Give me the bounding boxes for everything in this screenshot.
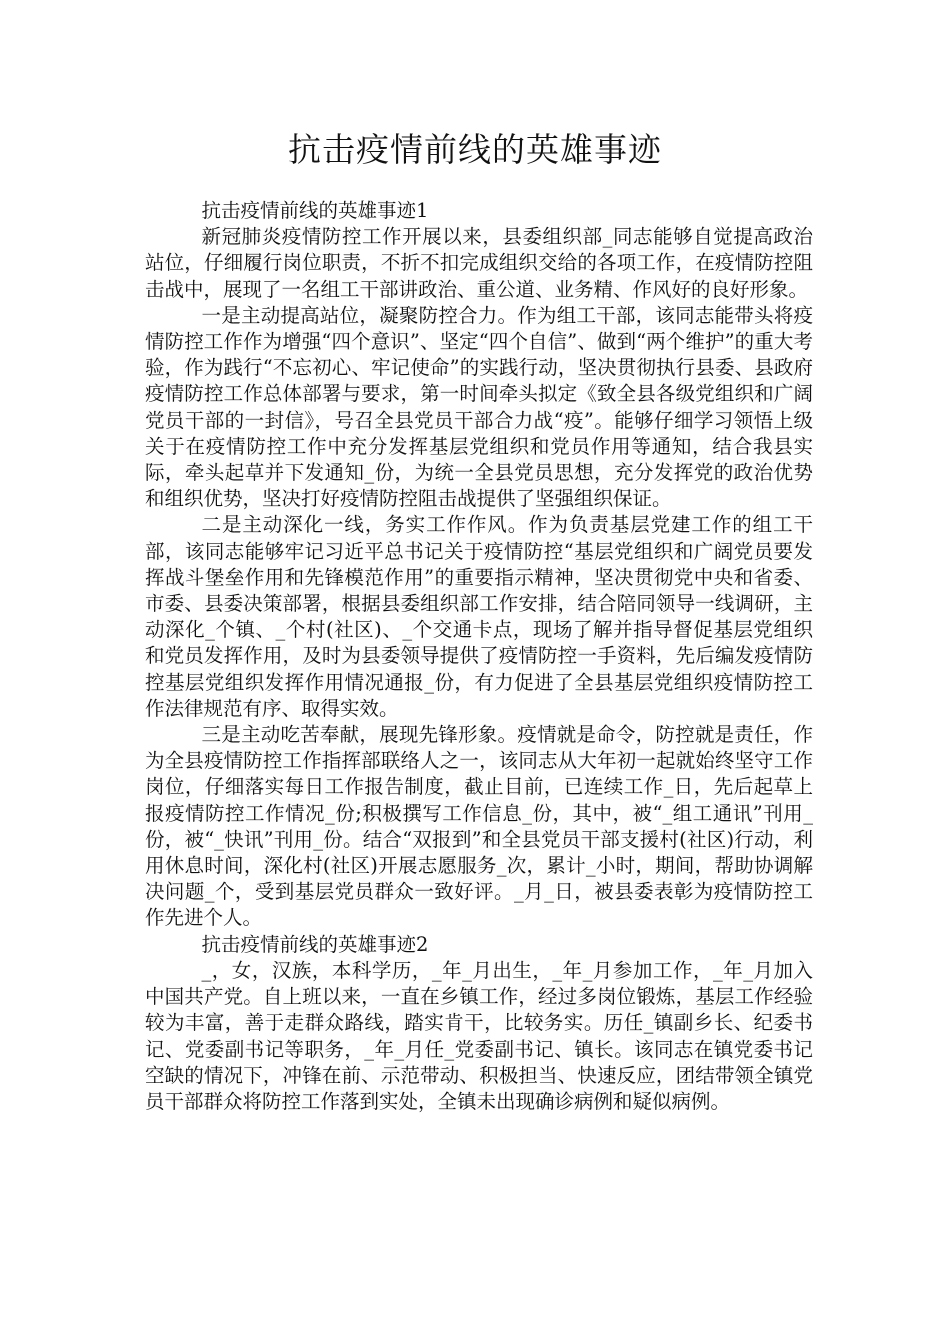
document-body	[145, 198, 813, 1115]
intro-paragraph: 新冠肺炎疫情防控工作开展以来，县委组织部_同志能够自觉提高政治站位，仔细履行岗位职责，不折不扣完成组织交给的各项工作，在疫情防控阻击战中，展现了一名组工干部讲政治、重公道、业务精、作风好的良好形象。	[145, 225, 813, 301]
paragraph-point-two: 二是主动深化一线，务实工作作风。作为负责基层党建工作的组工干部，该同志能够牢记习近平总书记关于疫情防控“基层党组织和广阔党员要发挥战斗堡垒作用和先锋模范作用”的重要指示精神，坚决贯彻党中央和省委、市委、县委决策部署，根据县委组织部工作安排，结合陪同领导一线调研，主动深化_个镇、_个村(社区)、_个交通卡点，现场了解并指导督促基层党组织和党员发挥作用，及时为县委领导提供了疫情防控一手资料，先后编发疫情防控基层党组织发挥作用情况通报_份，有力促进了全县基层党组织疫情防控工作法律规范有序、取得实效。	[145, 513, 813, 720]
section-heading-2: 抗击疫情前线的英雄事迹2	[201, 932, 429, 956]
section-heading-1: 抗击疫情前线的英雄事迹1	[201, 199, 429, 222]
paragraph-point-three: 三是主动吃苦奉献，展现先锋形象。疫情就是命令，防控就是责任，作为全县疫情防控工作指挥部联络人之一，该同志从大年初一起就始终坚守工作岗位，仔细落实每日工作报告制度，截止目前，已连续工作_日，先后起草上报疫情防控工作情况_份;积极撰写工作信息_份，其中，被“_组工通讯”刊用_份，被“_快讯”刊用_份。结合“双报到”和全县党员干部支援村(社区)行动，利用休息时间，深化村(社区)开展志愿服务_次，累计_小时，期间，帮助协调解决问题_个，受到基层党员群众一致好评。_月_日，被县委表彰为疫情防控工作先进个人。	[145, 723, 813, 930]
paragraph-point-one: 一是主动提高站位，凝聚防控合力。作为组工干部，该同志能带头将疫情防控工作作为增强“四个意识”、坚定“四个自信”、做到“两个维护”的重大考验，作为践行“不忘初心、牢记使命”的实践行动，坚决贯彻执行县委、县政府疫情防控工作总体部署与要求，第一时间牵头拟定《致全县各级党组织和广阔党员干部的一封信》，号召全县党员干部合力战“疫”。能够仔细学习领悟上级关于在疫情防控工作中充分发挥基层党组织和党员作用等通知，结合我县实际，牵头起草并下发通知_份，为统一全县党员思想，充分发挥党的政治优势和组织优势，坚决打好疫情防控阻击战提供了坚强组织保证。	[145, 303, 813, 511]
profile-paragraph: _，女，汉族，本科学历，_年_月出生，_年_月参加工作，_年_月加入中国共产党。自上班以来，一直在乡镇工作，经过多岗位锻炼，基层工作经验较为丰富，善于走群众路线，踏实肯干，比较务实。历任_镇副乡长、纪委书记、党委副书记等职务，_年_月任_党委副书记、镇长。该同志在镇党委书记空缺的情况下，冲锋在前、示范带动、积极担当、快速反应，团结带领全镇党员干部群众将防控工作落到实处，全镇未出现确诊病例和疑似病例。	[145, 958, 813, 1113]
document-title: 抗击疫情前线的英雄事迹	[288, 130, 662, 169]
